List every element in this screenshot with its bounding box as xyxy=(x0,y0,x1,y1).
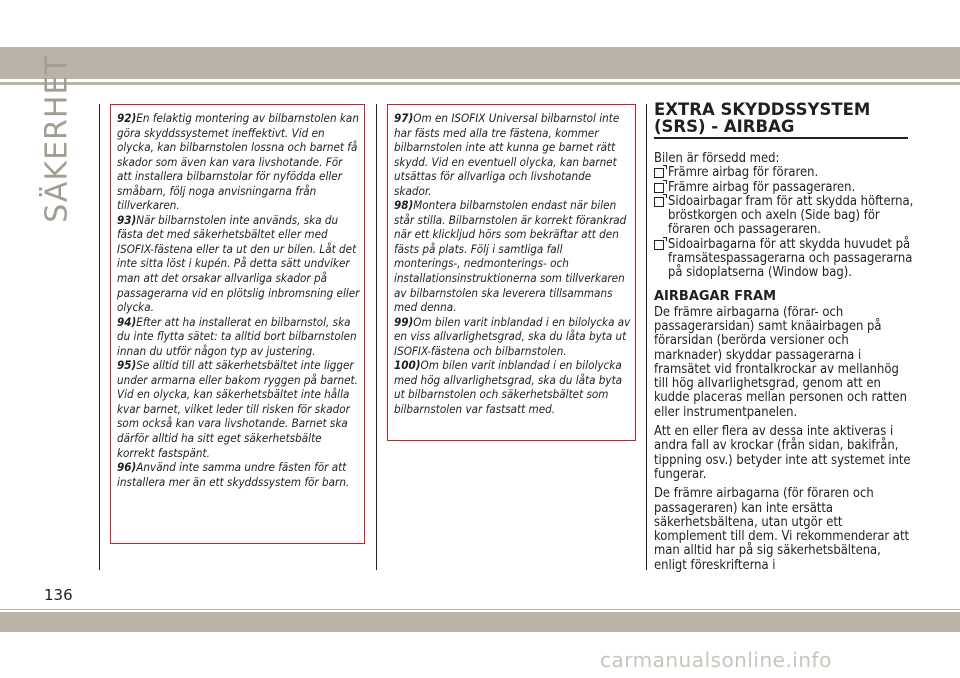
warning-item: 95)Se alltid till att säkerhetsbältet inte ligger under armarna eller bakom ryggen på barnet. Vid en olycka, kan säkerhetsbältet inte hålla kvar barnet, vilket leder till risken för skador som också kan vara livshotande. Barnet ska därför alltid ha sitt eget säkerhetsbälte korrekt fastspänt. xyxy=(117,358,358,460)
checkbox-bullet-icon xyxy=(654,197,664,207)
warning-item: 96)Använd inte samma undre fästen för att installera mer än ett skyddssystem för barn. xyxy=(117,460,350,489)
footer-band xyxy=(0,612,960,632)
warning-item: 93)När bilbarnstolen inte används, ska du fästa det med säkerhetsbältet eller med ISOFIX-fästena eller ta ut den ur bilen. Låt det inte sitta löst i kupén. På detta sätt undviker man att det orsakar allvarliga skador på passagerarna vid en plötslig inbromsning eller olycka. xyxy=(117,212,360,315)
paragraph: De främre airbagarna (för föraren och passageraren) kan inte ersätta säkerhetsbältena, utan utgör ett komplement till dem. Vi rekommenderar att man alltid har på sig säkerhetsbältena, enligt föreskrifterna i xyxy=(654,486,910,573)
watermark-text: carmanualsonline.info xyxy=(600,648,832,672)
subheading: AIRBAGAR FRAM xyxy=(654,288,777,304)
warning-item: 98)Montera bilbarnstolen endast när bilen står stilla. Bilbarnstolen är korrekt förankrad när ett klickljud hörs som bekräftar att den fästs på plats. Följ i samtliga fall monterings-, nedmonterings- och installationsinstruktionerna som tillverkaren av bilbarnstolen ska leverera tillsammans med denna. xyxy=(394,198,627,315)
warning-item: 99)Om bilen varit inblandad i en bilolycka av en viss allvarlighetsgrad, ska du låta byta ut ISOFIX-fästena och bilbarnstolen. xyxy=(394,314,631,358)
footer-rule xyxy=(0,609,960,610)
checkbox-bullet-icon xyxy=(654,168,664,178)
section-tab-label: SÄKERHET xyxy=(39,55,75,223)
warning-box-2 xyxy=(387,104,636,441)
warning-item: 97)Om en ISOFIX Universal bilbarnstol inte har fästs med alla tre fästena, kommer bilbarnstolen inte att kunna ge barnet rätt skydd. Vid en eventuell olycka, kan barnet utsättas för allvarliga och livshotande skador. xyxy=(394,111,620,198)
checkbox-bullet-icon xyxy=(654,183,664,193)
warning-item: 92)En felaktig montering av bilbarnstolen kan göra skyddssystemet ineffektivt. Vid en olycka, kan bilbarnstolen lossna och barnet få skador som även kan vara livshotande. För att installera bilbarnstolar för nyfödda eller småbarn, följ noga anvisningarna från tillverkaren. xyxy=(117,111,359,213)
paragraph: De främre airbagarna (förar- och passagerarsidan) samt knäairbagen på förarsidan (berörda versioner och marknader) skyddar passagerarna i framsätet vid frontalkrockar av mellanhög till hög allvarlighetsgrad, genom att en kudde placeras mellan personen och ratten eller instrumentpanelen. xyxy=(654,304,907,420)
main-text-column xyxy=(654,152,914,578)
list-item: Främre airbag för föraren. xyxy=(654,166,914,180)
column-divider-1 xyxy=(99,104,100,570)
intro-text: Bilen är försedd med: xyxy=(654,151,780,166)
header-rule xyxy=(0,82,960,85)
warning-box-1 xyxy=(110,104,365,544)
section-tab xyxy=(26,55,88,223)
column-divider-3 xyxy=(646,104,647,570)
list-item: Främre airbag för passageraren. xyxy=(654,181,914,195)
section-heading: EXTRA SKYDDSSYSTEM (SRS) - AIRBAG xyxy=(654,101,908,139)
checkbox-bullet-icon xyxy=(654,240,664,250)
page-number: 136 xyxy=(44,586,73,604)
header-band xyxy=(0,47,960,79)
column-divider-2 xyxy=(376,104,377,570)
warning-item: 100)Om bilen varit inblandad i en bilolycka med hög allvarlighetsgrad, ska du låta byta ut bilbarnstolen och säkerhetsbältet som bilbarnstolen var fastsatt med. xyxy=(394,358,623,416)
paragraph: Att en eller flera av dessa inte aktiveras i andra fall av krockar (från sidan, bakifrån, tippning osv.) betyder inte att systemet inte fungerar. xyxy=(654,424,911,482)
warning-item: 94)Efter att ha installerat en bilbarnstol, ska du inte flytta sätet: ta alltid bort bilbarnstolen innan du utför någon typ av justering. xyxy=(117,314,357,358)
list-item: Sidoairbagarna för att skydda huvudet på framsätespassagerarna och passagerarna på sidoplatserna (Window bag). xyxy=(654,238,914,281)
list-item: Sidoairbagar fram för att skydda höfterna, bröstkorgen och axeln (Side bag) för föraren och passageraren. xyxy=(654,195,914,238)
